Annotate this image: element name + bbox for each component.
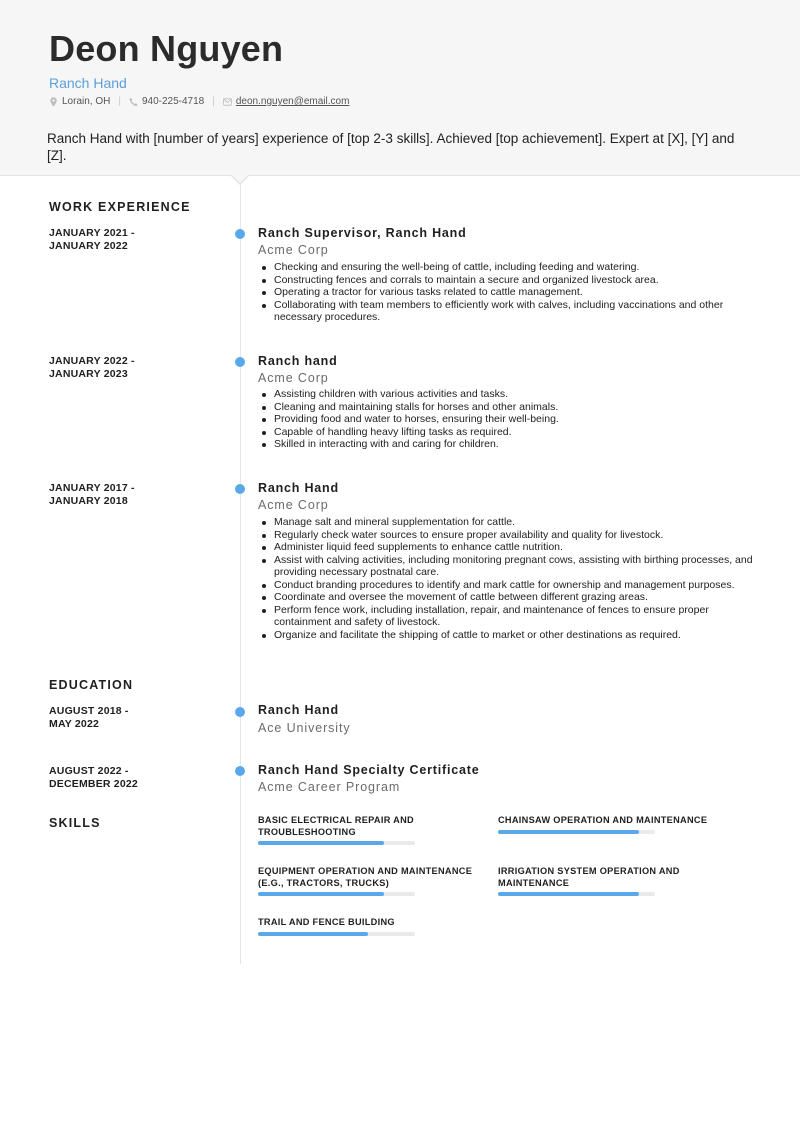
skill-bar — [258, 841, 415, 845]
list-item: Administer liquid feed supplements to enhance cattle nutrition. — [258, 541, 754, 554]
skill-bar — [258, 932, 415, 936]
job-3-company: Acme Corp — [258, 498, 329, 512]
list-item: Constructing fences and corrals to maintain a secure and organized livestock area. — [258, 274, 754, 287]
summary-text: Ranch Hand with [number of years] experience of [top 2-3 skills]. Achieved [top achievement]. Expert at [X], [Y] and [Z]. — [47, 131, 735, 163]
skill-item — [258, 917, 490, 936]
skill-bar-fill — [258, 841, 384, 845]
list-item: Perform fence work, including installation, repair, and maintenance of fences to ensure proper containment and safety of livestock. — [258, 604, 754, 629]
edu-1-title: Ranch Hand — [258, 703, 339, 717]
timeline-line — [240, 183, 241, 964]
list-item: Capable of handling heavy lifting tasks as required. — [258, 426, 754, 439]
list-item: Cleaning and maintaining stalls for horses and other animals. — [258, 401, 754, 414]
list-item: Manage salt and mineral supplementation for cattle. — [258, 516, 754, 529]
skills-heading: SKILLS — [49, 816, 101, 830]
skill-bar-fill — [498, 830, 639, 834]
list-item: Assisting children with various activities and tasks. — [258, 388, 754, 401]
job-1-date-end: JANUARY 2022 — [49, 239, 128, 252]
list-item: Regularly check water sources to ensure proper availability and quality for livestock. — [258, 529, 754, 542]
education-heading: EDUCATION — [49, 678, 134, 692]
work-experience-heading: WORK EXPERIENCE — [49, 200, 191, 214]
job-2-company: Acme Corp — [258, 371, 329, 385]
job-3-bullets — [258, 516, 754, 641]
email-link[interactable]: deon.nguyen@email.com — [235, 96, 350, 107]
job-2-bullets — [258, 388, 754, 451]
job-1-company: Acme Corp — [258, 243, 329, 257]
skill-bar-fill — [258, 932, 368, 936]
edu-1-date — [49, 705, 129, 730]
skill-name: TRAIL AND FENCE BUILDING — [258, 917, 395, 927]
job-2-date — [49, 355, 135, 380]
location-text: Lorain, OH — [62, 96, 111, 107]
skill-item — [498, 866, 730, 896]
list-item: Collaborating with team members to efficiently work with calves, including vaccinations and other necessary procedures. — [258, 299, 754, 324]
phone-icon — [129, 97, 138, 107]
edu-1-date-end: MAY 2022 — [49, 717, 100, 730]
envelope-icon — [223, 97, 232, 107]
timeline-dot — [235, 357, 245, 367]
candidate-name: Deon Nguyen — [49, 28, 284, 69]
skill-bar-fill — [498, 892, 639, 896]
job-2-title: Ranch hand — [258, 354, 338, 368]
skill-bar — [498, 830, 655, 834]
list-item: Coordinate and oversee the movement of cattle between different grazing areas. — [258, 591, 754, 604]
job-1-date — [49, 227, 135, 252]
list-item: Checking and ensuring the well-being of cattle, including feeding and watering. — [258, 261, 754, 274]
job-3-title: Ranch Hand — [258, 481, 339, 495]
job-1-date-start: JANUARY 2021 - — [49, 227, 135, 239]
skill-item — [498, 815, 730, 834]
skill-name: IRRIGATION SYSTEM OPERATION AND MAINTENANCE — [498, 866, 680, 888]
location-pin-icon — [49, 97, 58, 107]
timeline-dot — [235, 707, 245, 717]
edu-1-school: Ace University — [258, 721, 351, 735]
job-1-bullets — [258, 261, 754, 324]
contact-location — [49, 96, 110, 107]
job-3-date-end: JANUARY 2018 — [49, 494, 128, 507]
skill-item — [258, 866, 490, 896]
edu-2-title: Ranch Hand Specialty Certificate — [258, 763, 480, 777]
job-3-date-start: JANUARY 2017 - — [49, 482, 135, 494]
skill-bar — [498, 892, 655, 896]
timeline-dot — [235, 766, 245, 776]
contact-email[interactable] — [223, 96, 350, 107]
job-2-date-end: JANUARY 2023 — [49, 367, 128, 380]
job-2-date-start: JANUARY 2022 - — [49, 355, 135, 367]
phone-text: 940-225-4718 — [141, 96, 205, 107]
timeline-dot — [235, 484, 245, 494]
edu-1-date-start: AUGUST 2018 - — [49, 705, 129, 717]
job-1-title: Ranch Supervisor, Ranch Hand — [258, 226, 467, 240]
skill-name: CHAINSAW OPERATION AND MAINTENANCE — [498, 815, 708, 825]
timeline-dot — [235, 229, 245, 239]
edu-2-date-end: DECEMBER 2022 — [49, 777, 138, 790]
list-item: Assist with calving activities, including monitoring pregnant cows, assisting with birthing processes, and providing necessary postnatal care. — [258, 554, 754, 579]
skill-bar-fill — [258, 892, 384, 896]
contact-separator: | — [212, 96, 215, 107]
edu-2-school: Acme Career Program — [258, 780, 401, 794]
list-item: Conduct branding procedures to identify and mark cattle for ownership and management purposes. — [258, 579, 754, 592]
contact-row — [49, 96, 349, 107]
list-item: Providing food and water to horses, ensuring their well-being. — [258, 413, 754, 426]
skill-item — [258, 815, 490, 845]
job-3-date — [49, 482, 135, 507]
contact-phone — [129, 96, 204, 107]
candidate-role: Ranch Hand — [49, 75, 127, 91]
edu-2-date — [49, 765, 138, 790]
skill-bar — [258, 892, 415, 896]
list-item: Skilled in interacting with and caring for children. — [258, 438, 754, 451]
edu-2-date-start: AUGUST 2022 - — [49, 765, 129, 777]
contact-separator: | — [118, 96, 121, 107]
list-item: Operating a tractor for various tasks related to cattle management. — [258, 286, 754, 299]
resume-header — [0, 0, 800, 176]
skill-name: BASIC ELECTRICAL REPAIR AND TROUBLESHOOTING — [258, 815, 414, 837]
list-item: Organize and facilitate the shipping of cattle to market or other destinations as required. — [258, 629, 754, 642]
header-notch — [232, 175, 248, 183]
skill-name: EQUIPMENT OPERATION AND MAINTENANCE (E.G., TRACTORS, TRUCKS) — [258, 866, 473, 888]
